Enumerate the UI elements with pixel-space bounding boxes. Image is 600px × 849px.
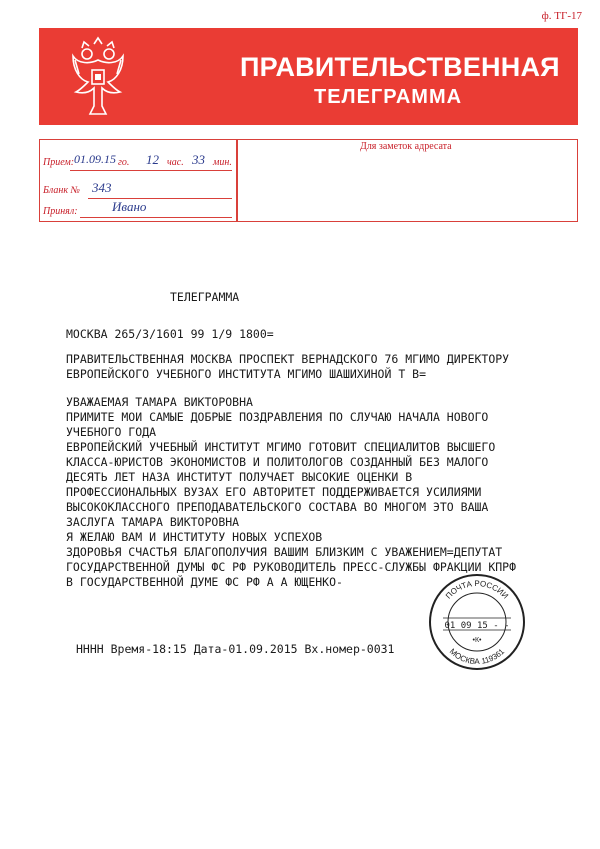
stamp-date: 01 09 15 - - (444, 621, 510, 631)
body-line: ПРОФЕССИОНАЛЬНЫХ ВУЗАХ ЕГО АВТОРИТЕТ ПОДДЕРЖИВАЕТСЯ УСИЛИЯМИ (66, 485, 482, 499)
body-line: ГОСУДАРСТВЕННОЙ ДУМЫ ФС РФ РУКОВОДИТЕЛЬ ПРЕСС-СЛУЖБЫ ФРАКЦИИ КПРФ (66, 560, 517, 574)
received-label: Прием: (43, 157, 75, 168)
body-line: УЧЕБНОГО ГОДА (66, 425, 157, 439)
russian-coat-of-arms-icon (70, 34, 126, 120)
body-line: ЗДОРОВЬЯ СЧАСТЬЯ БЛАГОПОЛУЧИЯ ВАШИМ БЛИЗКИМ С УВАЖЕНИЕМ=ДЕПУТАТ (66, 545, 503, 559)
message-footer: НННН Время-18:15 Дата-01.09.2015 Вх.номер-0031 (76, 642, 395, 656)
message-body (66, 395, 516, 590)
blank-label: Бланк № (43, 185, 80, 196)
minute-label: мин. (213, 157, 232, 168)
body-line: ЗАСЛУГА ТАМАРА ВИКТОРОВНА (66, 515, 240, 529)
body-line: Я ЖЕЛАЮ ВАМ И ИНСТИТУТУ НОВЫХ УСПЕХОВ (66, 530, 323, 544)
address-line: ПРАВИТЕЛЬСТВЕННАЯ МОСКВА ПРОСПЕКТ ВЕРНАДСКОГО 76 МГИМО ДИРЕКТОРУ (66, 352, 510, 366)
address-line: ЕВРОПЕЙСКОГО УЧЕБНОГО ИНСТИТУТА МГИМО ШАШИХИНОЙ Т В= (66, 367, 427, 381)
body-line: КЛАССА-ЮРИСТОВ ЭКОНОМИСТОВ И ПОЛИТОЛОГОВ СОЗДАННЫЙ БЕЗ МАЛОГО (66, 455, 489, 469)
accepted-label: Принял: (43, 206, 78, 217)
accepted-signature: Ивано (112, 199, 147, 214)
blank-underline (88, 198, 232, 199)
body-line: ЕВРОПЕЙСКИЙ УЧЕБНЫЙ ИНСТИТУТ МГИМО ГОТОВИТ СПЕЦИАЛИТОВ ВЫСШЕГО (66, 440, 496, 454)
form-code: ф. ТГ-17 (541, 10, 582, 22)
hour-value: 12 (146, 152, 159, 167)
form-divider (236, 139, 238, 222)
postmark-stamp (427, 572, 527, 672)
title-line-1: ПРАВИТЕЛЬСТВЕННАЯ (240, 52, 560, 82)
stamp-top-text: ПОЧТА РОССИИ (443, 578, 511, 601)
notes-label: Для заметок адресата (360, 141, 452, 152)
hour-label: час. (167, 157, 184, 168)
body-line: ВЫСОКОКЛАССНОГО ПРЕПОДАВАТЕЛЬСКОГО СОСТАВА ВО МНОГОМ ЭТО ВАША (66, 500, 489, 514)
body-line: ДЕСЯТЬ ЛЕТ НАЗА ИНСТИТУТ ПОЛУЧАЕТ ВЫСОКИЕ ОЦЕНКИ В (66, 470, 413, 484)
received-date: 01.09.15 (74, 152, 116, 166)
minute-value: 33 (192, 152, 205, 167)
address-block (66, 352, 509, 382)
stamp-center-mark: •К• (472, 637, 482, 644)
title-line-2: ТЕЛЕГРАММА (314, 86, 463, 108)
received-underline (70, 170, 232, 171)
accepted-underline (80, 217, 232, 218)
year-suffix-label: го. (118, 157, 130, 168)
message-heading: ТЕЛЕГРАММА (170, 290, 240, 304)
blank-number: 343 (92, 180, 112, 195)
routing-line: МОСКВА 265/3/1601 99 1/9 1800= (66, 327, 274, 341)
body-line: В ГОСУДАРСТВЕННОЙ ДУМЕ ФС РФ А А ЮЩЕНКО- (66, 575, 343, 589)
stamp-bottom-text: МОСКВА 119361 (447, 646, 507, 667)
body-line: ПРИМИТЕ МОИ САМЫЕ ДОБРЫЕ ПОЗДРАВЛЕНИЯ ПО СЛУЧАЮ НАЧАЛА НОВОГО (66, 410, 489, 424)
body-line: УВАЖАЕМАЯ ТАМАРА ВИКТОРОВНА (66, 395, 253, 409)
